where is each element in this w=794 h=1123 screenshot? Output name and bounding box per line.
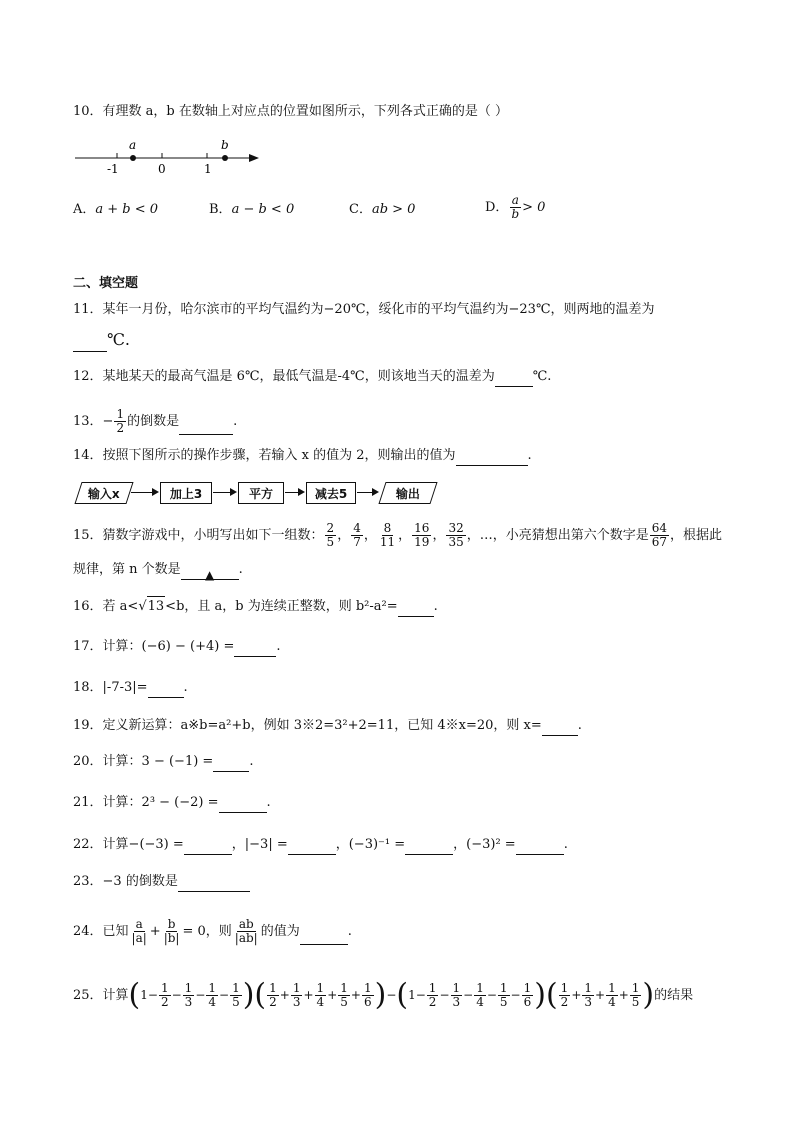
question-10-text: 10．有理数 a，b 在数轴上对应点的位置如图所示，下列各式正确的是（ ）: [73, 104, 509, 119]
question-22: 22．计算−(−3) = ，|−3| = ，(−3)⁻¹ = ，(−3)² = .: [73, 835, 568, 855]
answer-blank-20[interactable]: [213, 757, 249, 772]
answer-blank-22b[interactable]: [288, 840, 336, 855]
question-23: 23．−3 的倒数是: [73, 872, 250, 892]
question-14: 14．按照下图所示的操作步骤，若输入 x 的值为 2，则输出的值为 .: [73, 446, 532, 466]
option-a[interactable]: A．a + b < 0: [73, 202, 159, 217]
question-16: 16．若 a<√13<b，且 a，b 为连续正整数，则 b²-a²= .: [73, 596, 438, 617]
question-13: 13．− $\frac{1}{2}$ 的倒数是 .: [73, 407, 238, 435]
point-a: [130, 155, 136, 161]
option-d[interactable]: D． $\frac{a}{b}$ > 0: [485, 193, 546, 221]
answer-blank-22d[interactable]: [516, 840, 564, 855]
flow-input: 输入x: [74, 482, 133, 504]
answer-blank-14[interactable]: [456, 451, 528, 466]
flow-add-3: 加上3: [160, 482, 212, 504]
answer-blank-22c[interactable]: [405, 840, 453, 855]
answer-blank-13[interactable]: [179, 420, 233, 435]
question-25: 25．计算(1− $\frac{1}{2}$ − $\frac{1}{3}$ − $\frac{1}{4}$ − $\frac{1}{5}$ )( $\frac{1}{2}$ + $\frac{1}{3}$ + $\frac{1}{4}$ + $\frac{1}{5}$ + $\frac{1}{6}$ )−(1− $\frac{1}{2}$ − $\frac{1}{3}$ − $\frac{1}{4}$ − $\frac{1}{5}$ − $\frac{1}{6}$ )( $\frac{1}{2}$ + $\frac{1}{3}$ + $\frac{1}{4}$ + $\frac{1}{5}$ )的结果: [73, 977, 694, 1013]
question-24: 24．已知 $\frac{a}{|a|}$ + $\frac{b}{|b|}$ = 0，则 $\frac{ab}{|ab|}$ 的值为 .: [73, 917, 352, 945]
label-b: b: [221, 138, 229, 152]
tick-0: 0: [158, 162, 166, 176]
tick-1: 1: [204, 162, 212, 176]
answer-blank-19[interactable]: [542, 721, 578, 736]
question-18: 18．|-7-3|= .: [73, 678, 188, 698]
answer-blank-12[interactable]: [495, 372, 533, 387]
answer-blank-16[interactable]: [398, 602, 434, 617]
question-15-line2: 规律，第 n 个数是 ▲ .: [73, 562, 243, 582]
flow-arrow-4: [357, 492, 377, 493]
question-21: 21．计算：2³ − (−2) = .: [73, 793, 271, 813]
answer-blank-11[interactable]: [73, 337, 107, 352]
section-title: 二、填空题: [73, 276, 139, 291]
option-b[interactable]: B．a − b < 0: [209, 202, 295, 217]
tick-minus-1: -1: [107, 162, 119, 176]
answer-blank-15[interactable]: ▲: [181, 565, 239, 580]
point-b: [222, 155, 228, 161]
answer-blank-24[interactable]: [300, 930, 348, 945]
flow-output: 输出: [378, 482, 437, 504]
label-a: a: [129, 138, 137, 152]
flow-arrow-3: [285, 492, 303, 493]
flow-arrow-2: [213, 492, 235, 493]
question-11: 11．某年一月份，哈尔滨市的平均气温约为−20℃，绥化市的平均气温约为−23℃，则两地的温差为: [73, 302, 655, 317]
number-line: [73, 136, 273, 180]
question-20: 20．计算：3 − (−1) = .: [73, 752, 253, 772]
answer-blank-18[interactable]: [148, 683, 184, 698]
answer-blank-22a[interactable]: [184, 840, 232, 855]
question-15: 15．猜数字游戏中，小明写出如下一组数： $\frac{2}{5}$ ， $\frac{4}{7}$ ， $\frac{8}{11}$ ， $\frac{16}{19}$ ， $\frac{32}{35}$ ，…，小亮猜想出第六个数字是 $\frac{64}{67}$ ，根据此: [73, 521, 723, 549]
flow-subtract-5: 减去5: [306, 482, 356, 504]
question-12: 12．某地某天的最高气温是 6℃，最低气温是-4℃，则该地当天的温差为 ℃.: [73, 367, 551, 387]
answer-blank-23[interactable]: [178, 877, 250, 892]
question-19: 19．定义新运算：a※b=a²+b，例如 3※2=3²+2=11，已知 4※x=20，则 x= .: [73, 716, 582, 736]
flow-square: 平方: [238, 482, 284, 504]
question-10: [73, 102, 508, 122]
question-17: 17．计算：(−6) − (+4) = .: [73, 637, 280, 657]
question-11-answer: ℃.: [73, 330, 130, 352]
sqrt-sign: √: [138, 599, 147, 614]
flow-arrow-1: [131, 492, 157, 493]
option-c[interactable]: C．ab > 0: [349, 202, 416, 217]
answer-blank-21[interactable]: [219, 798, 267, 813]
answer-blank-17[interactable]: [234, 642, 276, 657]
